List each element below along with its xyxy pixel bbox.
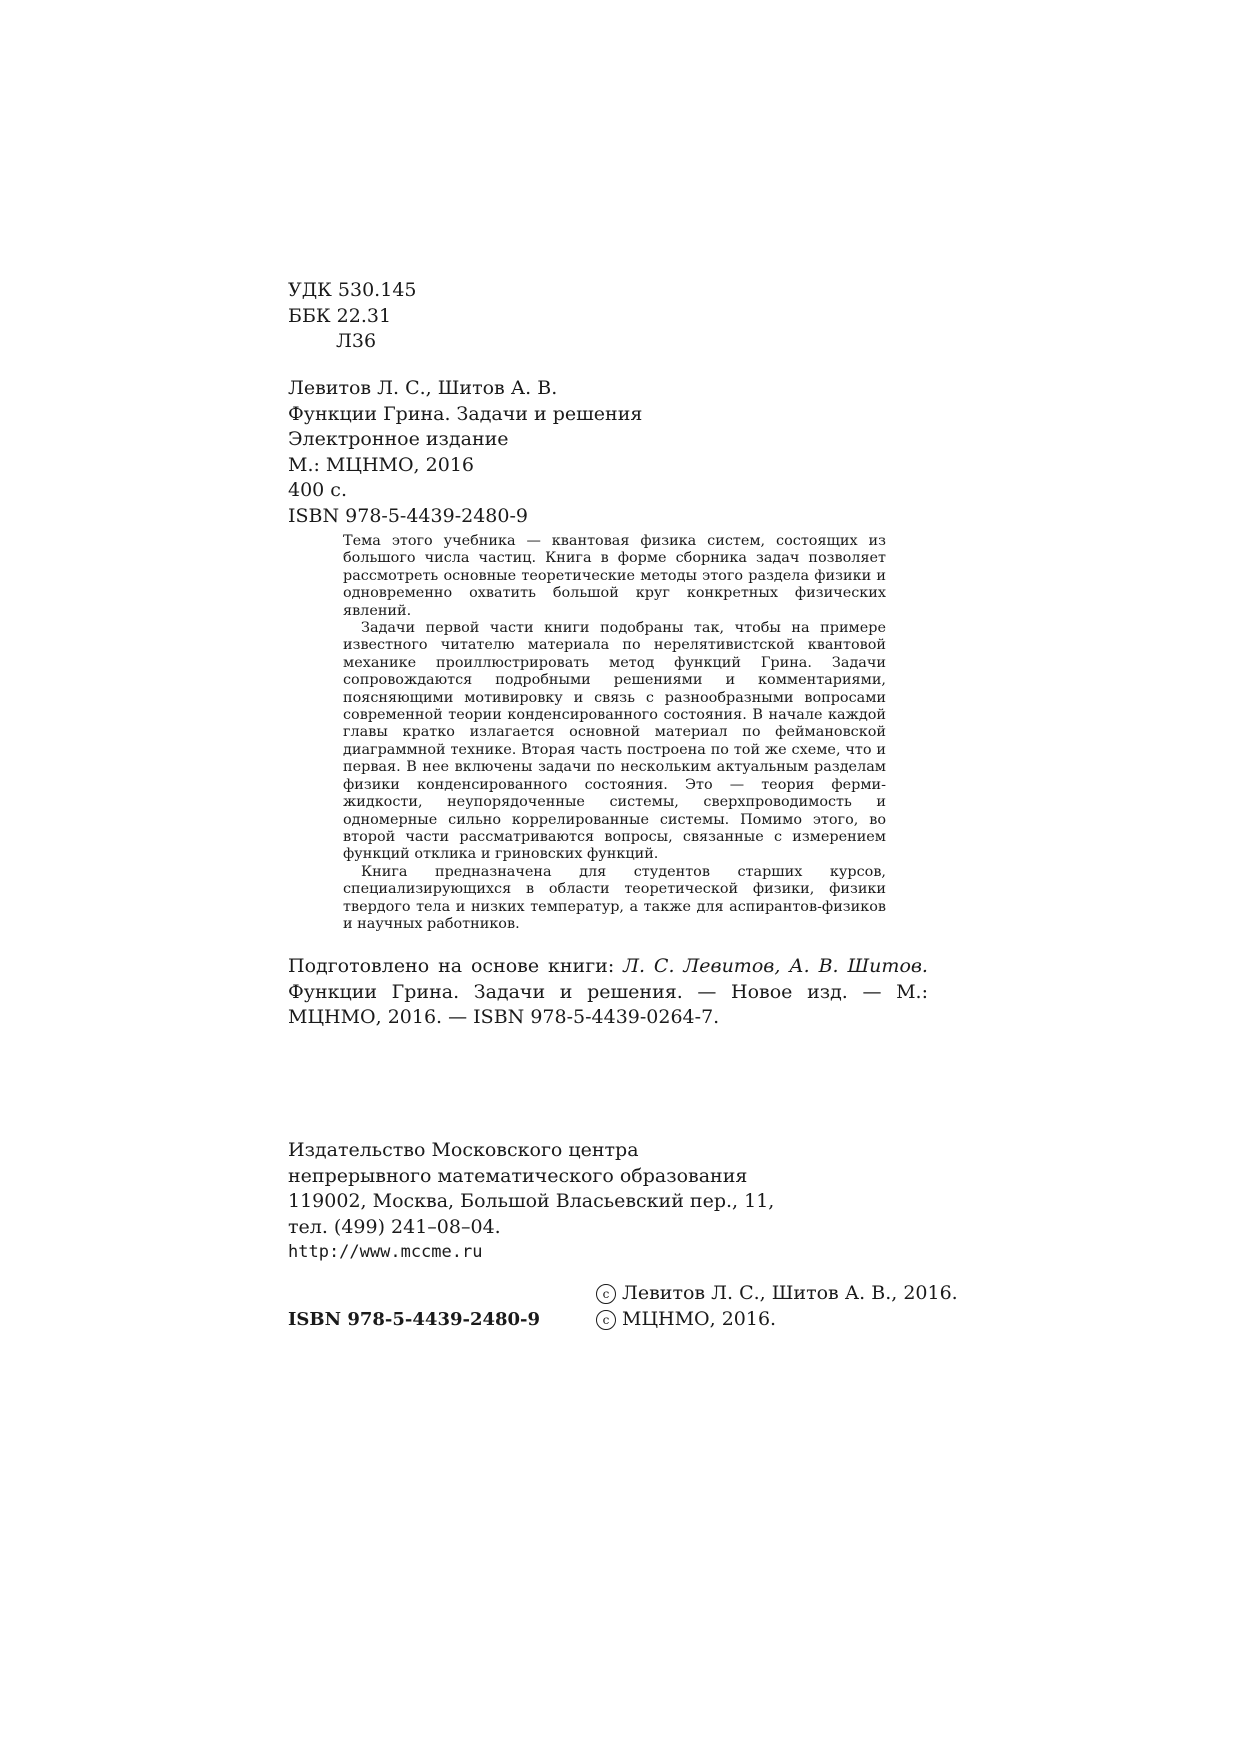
publisher-name-line1: Издательство Московского центра (288, 1139, 639, 1161)
publisher-address: 119002, Москва, Большой Власьевский пер., 11, (288, 1190, 775, 1212)
copyright-authors: Левитов Л. С., Шитов А. В., 2016. (622, 1282, 958, 1304)
publisher-year: М.: МЦНМО, 2016 (288, 453, 474, 476)
udk-code: УДК 530.145 (288, 279, 417, 301)
copyright-icon: c (596, 1284, 616, 1304)
source-note-rest: Функции Грина. Задачи и решения. — Новое изд. — М.: МЦНМО, 2016. — ISBN 978-5-4439-0264-7. (288, 980, 928, 1028)
publisher-info (288, 1138, 774, 1266)
source-note (288, 954, 928, 1031)
publisher-url[interactable]: http://www.mccme.ru (288, 1242, 483, 1262)
classification-codes (288, 278, 417, 355)
author-mark: Л36 (336, 330, 377, 352)
isbn-bold: ISBN 978-5-4439-2480-9 (288, 1309, 541, 1330)
abstract-paragraph: Книга предназначена для студентов старших курсов, специализирующихся в области теоретической физики, физики твердого тела и низких температур, а также для аспирантов-физиков и научных работников. (343, 863, 886, 932)
bibliographic-record (288, 376, 642, 529)
publisher-name-line2: непрерывного математического образования (288, 1164, 748, 1187)
copyright-icon: c (596, 1310, 616, 1330)
authors: Левитов Л. С., Шитов А. В. (288, 377, 558, 399)
isbn: ISBN 978-5-4439-2480-9 (288, 504, 528, 527)
book-title: Функции Грина. Задачи и решения (288, 402, 643, 425)
abstract-paragraph: Тема этого учебника — квантовая физика систем, состоящих из большого числа частиц. Книга в форме сборника задач позволяет рассмотреть основные теоретические методы этого раздела физики и одновременно охватить большой круг конкретных физических явлений. (343, 533, 886, 619)
source-note-prefix: Подготовлено на основе книги: (288, 955, 624, 977)
abstract-paragraph: Задачи первой части книги подобраны так, чтобы на примере известного читателю материала по нерелятивистской квантовой механике проиллюстрировать метод функций Грина. Задачи сопровождаются подробными решениями и комментариями, поясняющими мотивировку и связь с разнообразными вопросами современной теории конденсированного состояния. В начале каждой главы кратко излагается основной материал по феймановской диаграммной технике. Вторая часть построена по той же схеме, что и первая. В нее включены задачи по нескольким актуальным разделам физики конденсированного состояния. Это — теория ферми-жидкости, неупорядоченные системы, сверхпроводимость и одномерные сильно коррелированные системы. Помимо этого, во второй части рассматриваются вопросы, связанные с измерением функций отклика и гриновских функций. (343, 620, 886, 863)
source-note-authors: Л. С. Левитов, А. В. Шитов. (623, 955, 928, 977)
abstract (343, 533, 886, 933)
publisher-phone: тел. (499) 241–08–04. (288, 1215, 501, 1238)
bbk-code: ББК 22.31 (288, 304, 392, 327)
copyright-publisher: МЦНМО, 2016. (622, 1307, 777, 1330)
copyright-publisher-line (596, 1307, 958, 1333)
edition: Электронное издание (288, 428, 509, 450)
page-count: 400 с. (288, 479, 347, 501)
copyright-authors-line (596, 1281, 958, 1307)
copyright-block (596, 1281, 958, 1332)
